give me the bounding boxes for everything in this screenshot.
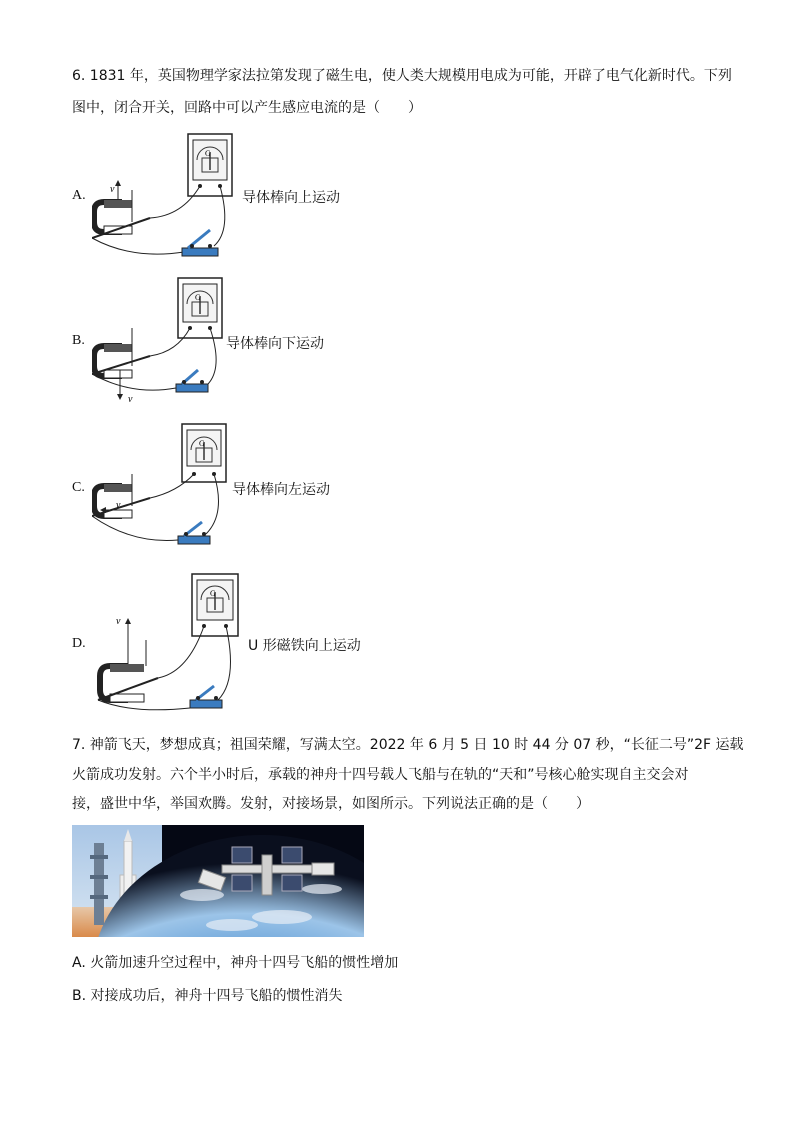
u-magnet-icon	[94, 344, 132, 378]
option-c-diagram	[92, 422, 242, 552]
u-magnet-icon	[94, 200, 132, 234]
galvanometer-icon	[182, 424, 226, 482]
switch-icon	[178, 522, 210, 544]
option-a-letter: A.	[72, 188, 86, 203]
switch-icon	[190, 686, 222, 708]
q6-stem-line1: 6. 1831 年，英国物理学家法拉第发现了磁生电，使人类大规模用电成为可能，开辟了电气化新时代。下列	[72, 68, 732, 84]
velocity-label: v	[110, 184, 115, 195]
galvanometer-icon	[188, 134, 232, 196]
galvanometer-label: G	[205, 149, 211, 158]
option-a-diagram	[92, 130, 252, 262]
galvanometer-label: G	[210, 589, 216, 598]
switch-icon	[182, 230, 218, 256]
option-d-diagram	[92, 570, 252, 716]
velocity-label: v	[116, 616, 121, 627]
velocity-label: v	[128, 394, 133, 405]
option-d-letter: D.	[72, 636, 86, 651]
q7-stem-line2: 火箭成功发射。六个半小时后，承载的神舟十四号载人飞船与在轨的“天和”号核心舱实现自主交会对	[72, 767, 689, 783]
q7-stem-line1: 7. 神箭飞天，梦想成真；祖国荣耀，写满太空。2022 年 6 月 5 日 10 时 44 分 07 秒，“长征二号”2F 运载	[72, 737, 744, 753]
option-b-caption: 导体棒向下运动	[226, 336, 324, 352]
galvanometer-icon	[178, 278, 222, 338]
option-b-letter: B.	[72, 333, 85, 348]
galvanometer-label: G	[195, 293, 201, 302]
switch-icon	[176, 370, 208, 392]
q7-option-b: B. 对接成功后，神舟十四号飞船的惯性消失	[72, 988, 343, 1004]
galvanometer-label: G	[199, 439, 205, 448]
galvanometer-icon	[192, 574, 238, 636]
option-b-diagram	[92, 274, 242, 406]
velocity-label: v	[116, 500, 121, 511]
q6-stem-line2: 图中，闭合开关，回路中可以产生感应电流的是（ ）	[72, 100, 422, 116]
q7-option-a: A. 火箭加速升空过程中，神舟十四号飞船的惯性增加	[72, 955, 399, 971]
launch-and-docking-photo	[72, 825, 364, 937]
option-a-caption: 导体棒向上运动	[242, 190, 340, 206]
q7-stem-line3: 接，盛世中华，举国欢腾。发射，对接场景，如图所示。下列说法正确的是（ ）	[72, 796, 590, 812]
option-c-caption: 导体棒向左运动	[232, 482, 330, 498]
option-d-caption: U 形磁铁向上运动	[248, 638, 361, 654]
option-c-letter: C.	[72, 480, 85, 495]
